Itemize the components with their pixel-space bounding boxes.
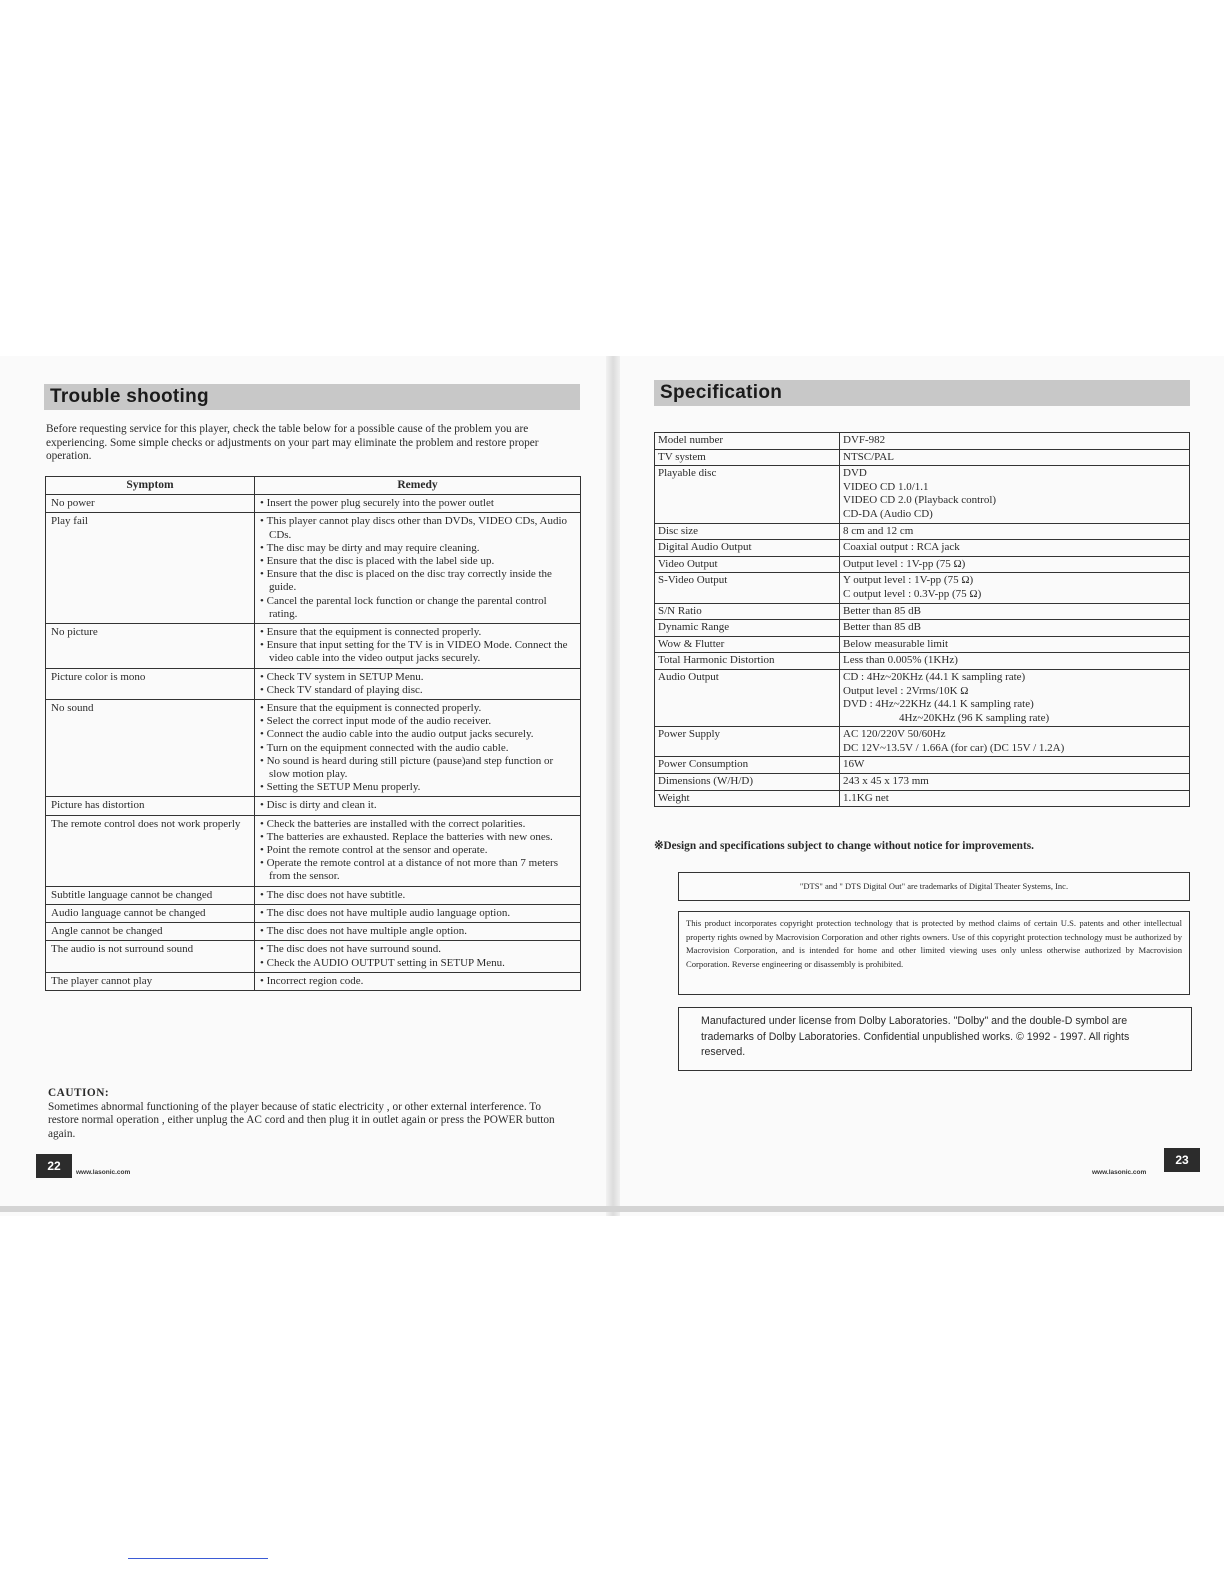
- remedy-cell: [255, 700, 581, 797]
- spec-value: [840, 620, 1190, 637]
- spec-row: [655, 449, 1190, 466]
- dolby-notice: [678, 1007, 1192, 1071]
- spec-value-line: CD-DA (Audio CD): [843, 507, 933, 520]
- symptom-cell: Picture has distortion: [46, 797, 255, 815]
- trouble-row: [46, 972, 581, 990]
- remedy-item: • The disc does not have multiple angle option.: [260, 925, 575, 938]
- trouble-row: [46, 923, 581, 941]
- spec-value: [840, 523, 1190, 540]
- remedy-cell: [255, 972, 581, 990]
- remedy-item: • Point the remote control at the sensor and operate.: [260, 844, 575, 857]
- spec-row: [655, 603, 1190, 620]
- spec-value-line: C output level : 0.3V-pp (75 Ω): [843, 587, 982, 600]
- spec-value: [840, 603, 1190, 620]
- spec-label: Dynamic Range: [655, 620, 840, 637]
- spec-value-line: AC 120/220V 50/60Hz: [843, 728, 946, 741]
- spec-row: [655, 466, 1190, 523]
- macrovision-notice: [678, 911, 1190, 995]
- macrovision-text: This product incorporates copyright protection technology that is protected by method claims of certain U.S. patents and other intellectual property rights owned by Macrovision Corporation and other rights owners. Use of this copyright protection technology must be authorized by Macrovision Corporation, and is intended for home and other limited viewing uses only unless otherwise authorized by Macrovision Corporation. Reverse engineering or disassembly is prohibited.: [686, 918, 1182, 969]
- spec-value: [840, 727, 1190, 757]
- symptom-cell: Audio language cannot be changed: [46, 904, 255, 922]
- page-number-left: 22: [36, 1154, 72, 1178]
- remedy-item: • Incorrect region code.: [260, 975, 575, 988]
- remedy-item: • Connect the audio cable into the audio output jacks securely.: [260, 728, 575, 741]
- spec-value-line: 243 x 45 x 173 mm: [843, 775, 929, 788]
- remedy-item: • This player cannot play discs other than DVDs, VIDEO CDs, Audio CDs.: [260, 515, 575, 541]
- remedy-item: • No sound is heard during still picture (pause)and step function or slow motion play.: [260, 755, 575, 781]
- spec-label: Digital Audio Output: [655, 540, 840, 557]
- spec-value: [840, 556, 1190, 573]
- spec-row: [655, 573, 1190, 603]
- remedy-item: • Cancel the parental lock function or change the parental control rating.: [260, 595, 575, 621]
- spec-value-line: Coaxial output : RCA jack: [843, 541, 960, 554]
- remedy-item: • The disc does not have multiple audio language option.: [260, 907, 575, 920]
- remedy-cell: [255, 941, 581, 972]
- remedy-item: • Check TV standard of playing disc.: [260, 684, 575, 697]
- remedy-cell: [255, 923, 581, 941]
- spec-label: Power Consumption: [655, 757, 840, 774]
- spec-value: [840, 449, 1190, 466]
- spec-row: [655, 523, 1190, 540]
- remedy-cell: [255, 904, 581, 922]
- trouble-row: [46, 886, 581, 904]
- remedy-item: • Select the correct input mode of the audio receiver.: [260, 715, 575, 728]
- remedy-cell: [255, 815, 581, 886]
- spec-value-line: NTSC/PAL: [843, 450, 894, 463]
- link-underline: [128, 1558, 268, 1559]
- remedy-item: • The disc does not have surround sound.: [260, 943, 575, 956]
- spec-row: [655, 620, 1190, 637]
- remedy-item: • Check TV system in SETUP Menu.: [260, 671, 575, 684]
- trouble-row: [46, 797, 581, 815]
- remedy-cell: [255, 797, 581, 815]
- dolby-text: Manufactured under license from Dolby Laboratories. "Dolby" and the double-D symbol are trademarks of Dolby Laboratories. Confidential unpublished works. © 1992 - 1997. All rights reserved.: [701, 1015, 1130, 1058]
- spec-value: [840, 669, 1190, 726]
- spec-row: [655, 636, 1190, 653]
- spec-label: Weight: [655, 790, 840, 807]
- caution-text: Sometimes abnormal functioning of the player because of static electricity , or other external interference. To restore normal operation , either unplug the AC cord and then plug it in outlet again or press the POWER button again.: [48, 1100, 555, 1140]
- remedy-cell: [255, 624, 581, 669]
- spec-value-line: Less than 0.005% (1KHz): [843, 654, 958, 667]
- spec-value-line: VIDEO CD 2.0 (Playback control): [843, 494, 997, 507]
- spec-value-line: DVF-982: [843, 434, 886, 446]
- spec-value: [840, 790, 1190, 807]
- trouble-intro: Before requesting service for this player, check the table below for a possible cause of the problem you are experiencing. Some simple checks or adjustments on your part may eliminate the problem and restore proper operation.: [46, 423, 539, 462]
- symptom-cell: Angle cannot be changed: [46, 923, 255, 941]
- spec-value: [840, 540, 1190, 557]
- trouble-row: [46, 815, 581, 886]
- spec-value-line: 8 cm and 12 cm: [843, 524, 914, 537]
- remedy-item: • Operate the remote control at a distance of not more than 7 meters from the sensor.: [260, 857, 575, 883]
- spec-value-line: DVD : 4Hz~22KHz (44.1 K sampling rate): [843, 698, 1034, 711]
- spec-value: [840, 774, 1190, 791]
- symptom-cell: Play fail: [46, 513, 255, 624]
- spec-value-line: CD : 4Hz~20KHz (44.1 K sampling rate): [843, 670, 1026, 683]
- remedy-cell: [255, 495, 581, 513]
- spec-value-line: 4Hz~20KHz (96 K sampling rate): [899, 711, 1050, 724]
- remedy-cell: [255, 886, 581, 904]
- spec-value: [840, 466, 1190, 523]
- spec-value: [840, 757, 1190, 774]
- spec-row: [655, 774, 1190, 791]
- spec-value-line: Y output level : 1V-pp (75 Ω): [843, 574, 974, 587]
- spec-row: [655, 757, 1190, 774]
- spec-row: [655, 727, 1190, 757]
- page-right: [612, 356, 1224, 1216]
- trouble-table: [45, 476, 581, 991]
- spec-label: Wow & Flutter: [655, 636, 840, 653]
- remedy-item: • Disc is dirty and clean it.: [260, 799, 575, 812]
- remedy-item: • Ensure that the equipment is connected properly.: [260, 702, 575, 715]
- spec-row: [655, 653, 1190, 670]
- spec-row: [655, 540, 1190, 557]
- spec-label: Dimensions (W/H/D): [655, 774, 840, 791]
- spec-value-line: Output level : 2Vrms/10K Ω: [843, 684, 969, 697]
- page-number-right: 23: [1164, 1148, 1200, 1172]
- trouble-row: [46, 904, 581, 922]
- spec-value-line: Better than 85 dB: [843, 621, 921, 634]
- spec-value-line: 1.1KG net: [843, 791, 889, 804]
- spec-label: Audio Output: [655, 669, 840, 726]
- remedy-item: • The disc may be dirty and may require cleaning.: [260, 542, 575, 555]
- page-left: [0, 356, 612, 1216]
- spec-table: [654, 432, 1190, 807]
- page-bottom-edge: [0, 1206, 1224, 1212]
- spec-title: Specification: [654, 380, 1190, 406]
- trouble-row: [46, 941, 581, 972]
- trouble-row: [46, 700, 581, 797]
- spec-label: Model number: [655, 433, 840, 450]
- spec-row: [655, 556, 1190, 573]
- spec-value-line: Output level : 1V-pp (75 Ω): [843, 557, 966, 570]
- spec-row: [655, 433, 1190, 450]
- spec-value-line: Below measurable limit: [843, 637, 949, 650]
- spec-label: TV system: [655, 449, 840, 466]
- remedy-item: • Insert the power plug securely into the power outlet: [260, 497, 575, 510]
- symptom-cell: No power: [46, 495, 255, 513]
- remedy-item: • The batteries are exhausted. Replace the batteries with new ones.: [260, 831, 575, 844]
- remedy-item: • Turn on the equipment connected with the audio cable.: [260, 742, 575, 755]
- remedy-cell: [255, 513, 581, 624]
- symptom-cell: The remote control does not work properly: [46, 815, 255, 886]
- trouble-row: [46, 624, 581, 669]
- spec-value: [840, 636, 1190, 653]
- spec-row: [655, 790, 1190, 807]
- trouble-row: [46, 513, 581, 624]
- trouble-title: Trouble shooting: [44, 384, 580, 410]
- spec-value: [840, 573, 1190, 603]
- spec-value-line: 16W: [843, 758, 865, 771]
- remedy-item: • Ensure that the equipment is connected properly.: [260, 626, 575, 639]
- manual-spread: [0, 356, 1224, 1216]
- remedy-item: • Setting the SETUP Menu properly.: [260, 781, 575, 794]
- remedy-item: • Ensure that the disc is placed with the label side up.: [260, 555, 575, 568]
- spec-label: Power Supply: [655, 727, 840, 757]
- spec-value: [840, 433, 1190, 450]
- trouble-row: [46, 495, 581, 513]
- spec-label: Total Harmonic Distortion: [655, 653, 840, 670]
- remedy-item: • Check the AUDIO OUTPUT setting in SETUP Menu.: [260, 957, 575, 970]
- spec-label: Disc size: [655, 523, 840, 540]
- remedy-item: • Check the batteries are installed with the correct polarities.: [260, 818, 575, 831]
- spec-value-line: VIDEO CD 1.0/1.1: [843, 480, 929, 493]
- symptom-header: Symptom: [46, 477, 255, 495]
- spec-label: Video Output: [655, 556, 840, 573]
- symptom-cell: The audio is not surround sound: [46, 941, 255, 972]
- remedy-item: • Ensure that input setting for the TV is in VIDEO Mode. Connect the video cable into the video output jacks securely.: [260, 639, 575, 665]
- dts-notice: "DTS" and " DTS Digital Out" are trademarks of Digital Theater Systems, Inc.: [678, 872, 1190, 901]
- url-left: www.lasonic.com: [76, 1169, 131, 1176]
- caution-title: CAUTION:: [48, 1087, 110, 1099]
- spec-value-line: DVD: [843, 467, 867, 480]
- url-right: www.lasonic.com: [1092, 1169, 1147, 1176]
- symptom-cell: Picture color is mono: [46, 668, 255, 699]
- spec-row: [655, 669, 1190, 726]
- spec-label: S-Video Output: [655, 573, 840, 603]
- symptom-cell: No picture: [46, 624, 255, 669]
- spec-value-line: DC 12V~13.5V / 1.66A (for car) (DC 15V / 1.2A): [843, 741, 1065, 754]
- remedy-cell: [255, 668, 581, 699]
- symptom-cell: No sound: [46, 700, 255, 797]
- symptom-cell: The player cannot play: [46, 972, 255, 990]
- remedy-item: • The disc does not have subtitle.: [260, 889, 575, 902]
- remedy-item: • Ensure that the disc is placed on the disc tray correctly inside the guide.: [260, 568, 575, 594]
- trouble-row: [46, 668, 581, 699]
- spec-note: ※Design and specifications subject to change without notice for improvements.: [654, 840, 1034, 852]
- spec-value-line: Better than 85 dB: [843, 604, 921, 617]
- spec-value: [840, 653, 1190, 670]
- spec-label: Playable disc: [655, 466, 840, 523]
- caution-block: [48, 1087, 568, 1141]
- remedy-header: Remedy: [255, 477, 581, 495]
- spec-label: S/N Ratio: [655, 603, 840, 620]
- symptom-cell: Subtitle language cannot be changed: [46, 886, 255, 904]
